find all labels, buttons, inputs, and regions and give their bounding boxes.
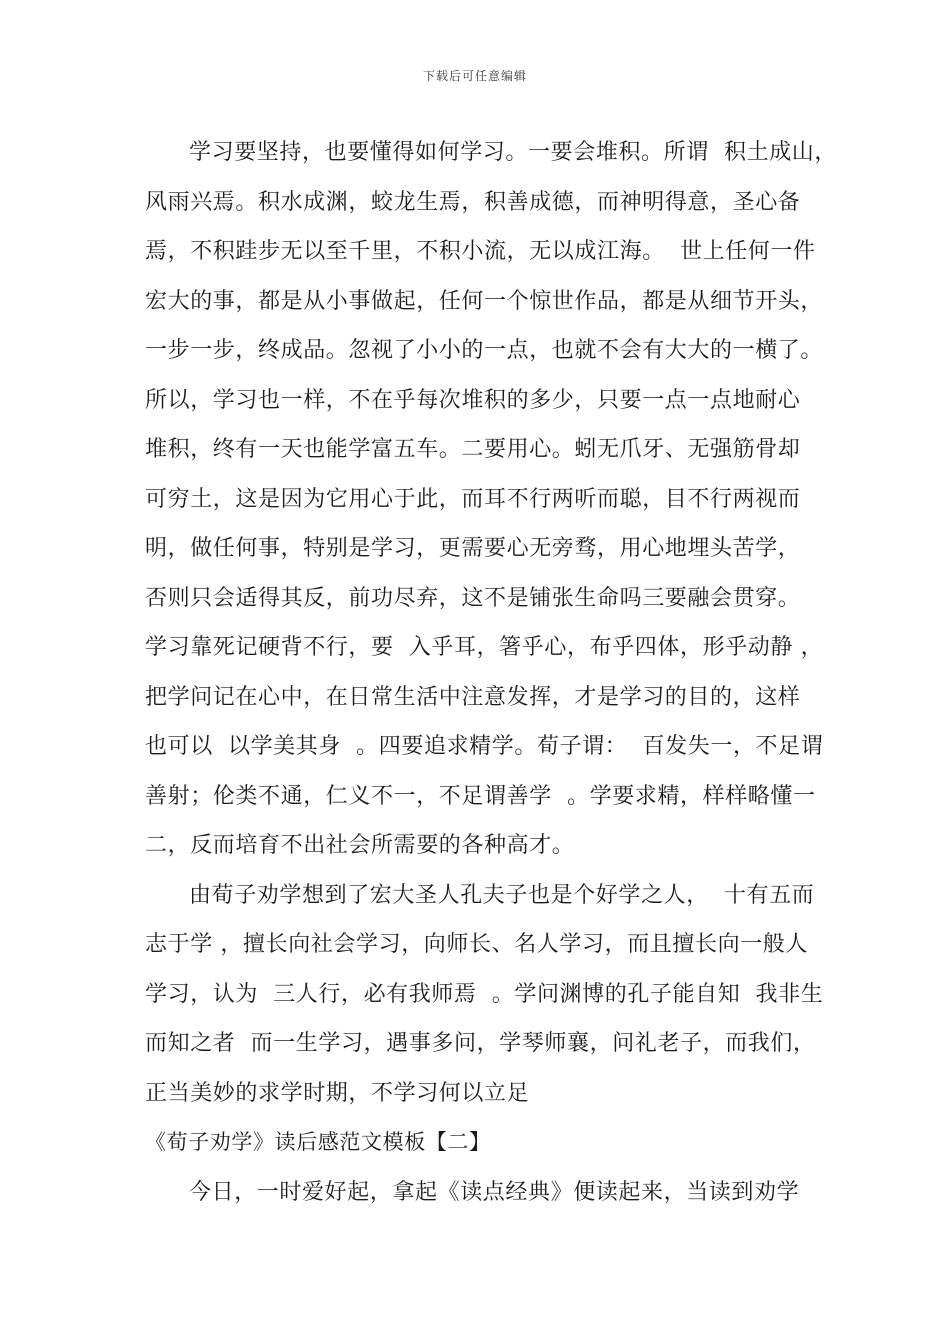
text-line: 宏大的事，都是从小事做起，任何一个惊世作品，都是从细节开头， bbox=[145, 288, 824, 314]
text-line: 善射；伦类不通，仁义不一，不足谓善学 。学要求精，样样略懂一 bbox=[145, 783, 816, 809]
text-line: 志于学 ，擅长向社会学习，向师长、名人学习，而且擅长向一般人 bbox=[145, 932, 808, 957]
text-line: 一步一步，终成品。忽视了小小的一点，也就不会有大大的一横了。 bbox=[145, 338, 824, 363]
text-line: 焉，不积跬步无以至千里，不积小流，无以成江海。 世上任何一件 bbox=[145, 239, 816, 264]
text-line: 把学问记在心中，在日常生活中注意发挥，才是学习的目的，这样 bbox=[145, 684, 801, 710]
text-line: 否则只会适得其反，前功尽弃，这不是铺张生命吗三要融会贯穿。 bbox=[145, 585, 801, 611]
text-line: 学习要坚持，也要懂得如何学习。一要会堆积。所谓 积土成山， bbox=[189, 140, 837, 165]
text-line: 明，做任何事，特别是学习，更需要心无旁骛，用心地埋头苦学， bbox=[145, 536, 801, 561]
text-line: 今日，一时爱好起，拿起《读点经典》便读起来，当读到劝学 bbox=[189, 1179, 800, 1205]
text-line: 学习，认为 三人行，必有我师焉 。学问渊博的孔子能自知 我非生 bbox=[145, 981, 824, 1007]
text-line: 可穷土，这是因为它用心于此，而耳不行两听而聪，目不行两视而 bbox=[145, 486, 801, 512]
paragraph-2 bbox=[145, 871, 845, 1119]
paragraph-3 bbox=[145, 1168, 845, 1218]
text-line: 风雨兴焉。积水成渊，蛟龙生焉，积善成德，而神明得意，圣心备 bbox=[145, 189, 801, 215]
section-heading: 《荀子劝学》读后感范文模板【二】 bbox=[145, 1130, 491, 1154]
paragraph-1 bbox=[145, 128, 845, 871]
text-line: 所以，学习也一样，不在乎每次堆积的多少，只要一点一点地耐心 bbox=[145, 387, 801, 413]
text-line: 由荀子劝学想到了宏大圣人孔夫子也是个好学之人， 十有五而 bbox=[189, 882, 815, 908]
text-line: 而知之者 而一生学习，遇事多问，学琴师襄，问礼老子，而我们， bbox=[145, 1031, 816, 1056]
document-body bbox=[145, 128, 845, 1217]
text-line: 堆积，终有一天也能学富五车。二要用心。蚓无爪牙、无强筋骨却 bbox=[145, 437, 801, 462]
text-line: 二，反而培育不出社会所需要的各种高才。 bbox=[145, 833, 575, 858]
page-header-note: 下载后可任意编辑 bbox=[422, 69, 527, 83]
text-line: 正当美妙的求学时期，不学习何以立足 bbox=[145, 1080, 530, 1106]
text-line: 学习靠死记硬背不行，要 入乎耳，箸乎心，布乎四体，形乎动静 ， bbox=[145, 635, 824, 660]
text-line: 也可以 以学美其身 。四要追求精学。荀子谓： 百发失一，不足谓 bbox=[145, 734, 824, 759]
